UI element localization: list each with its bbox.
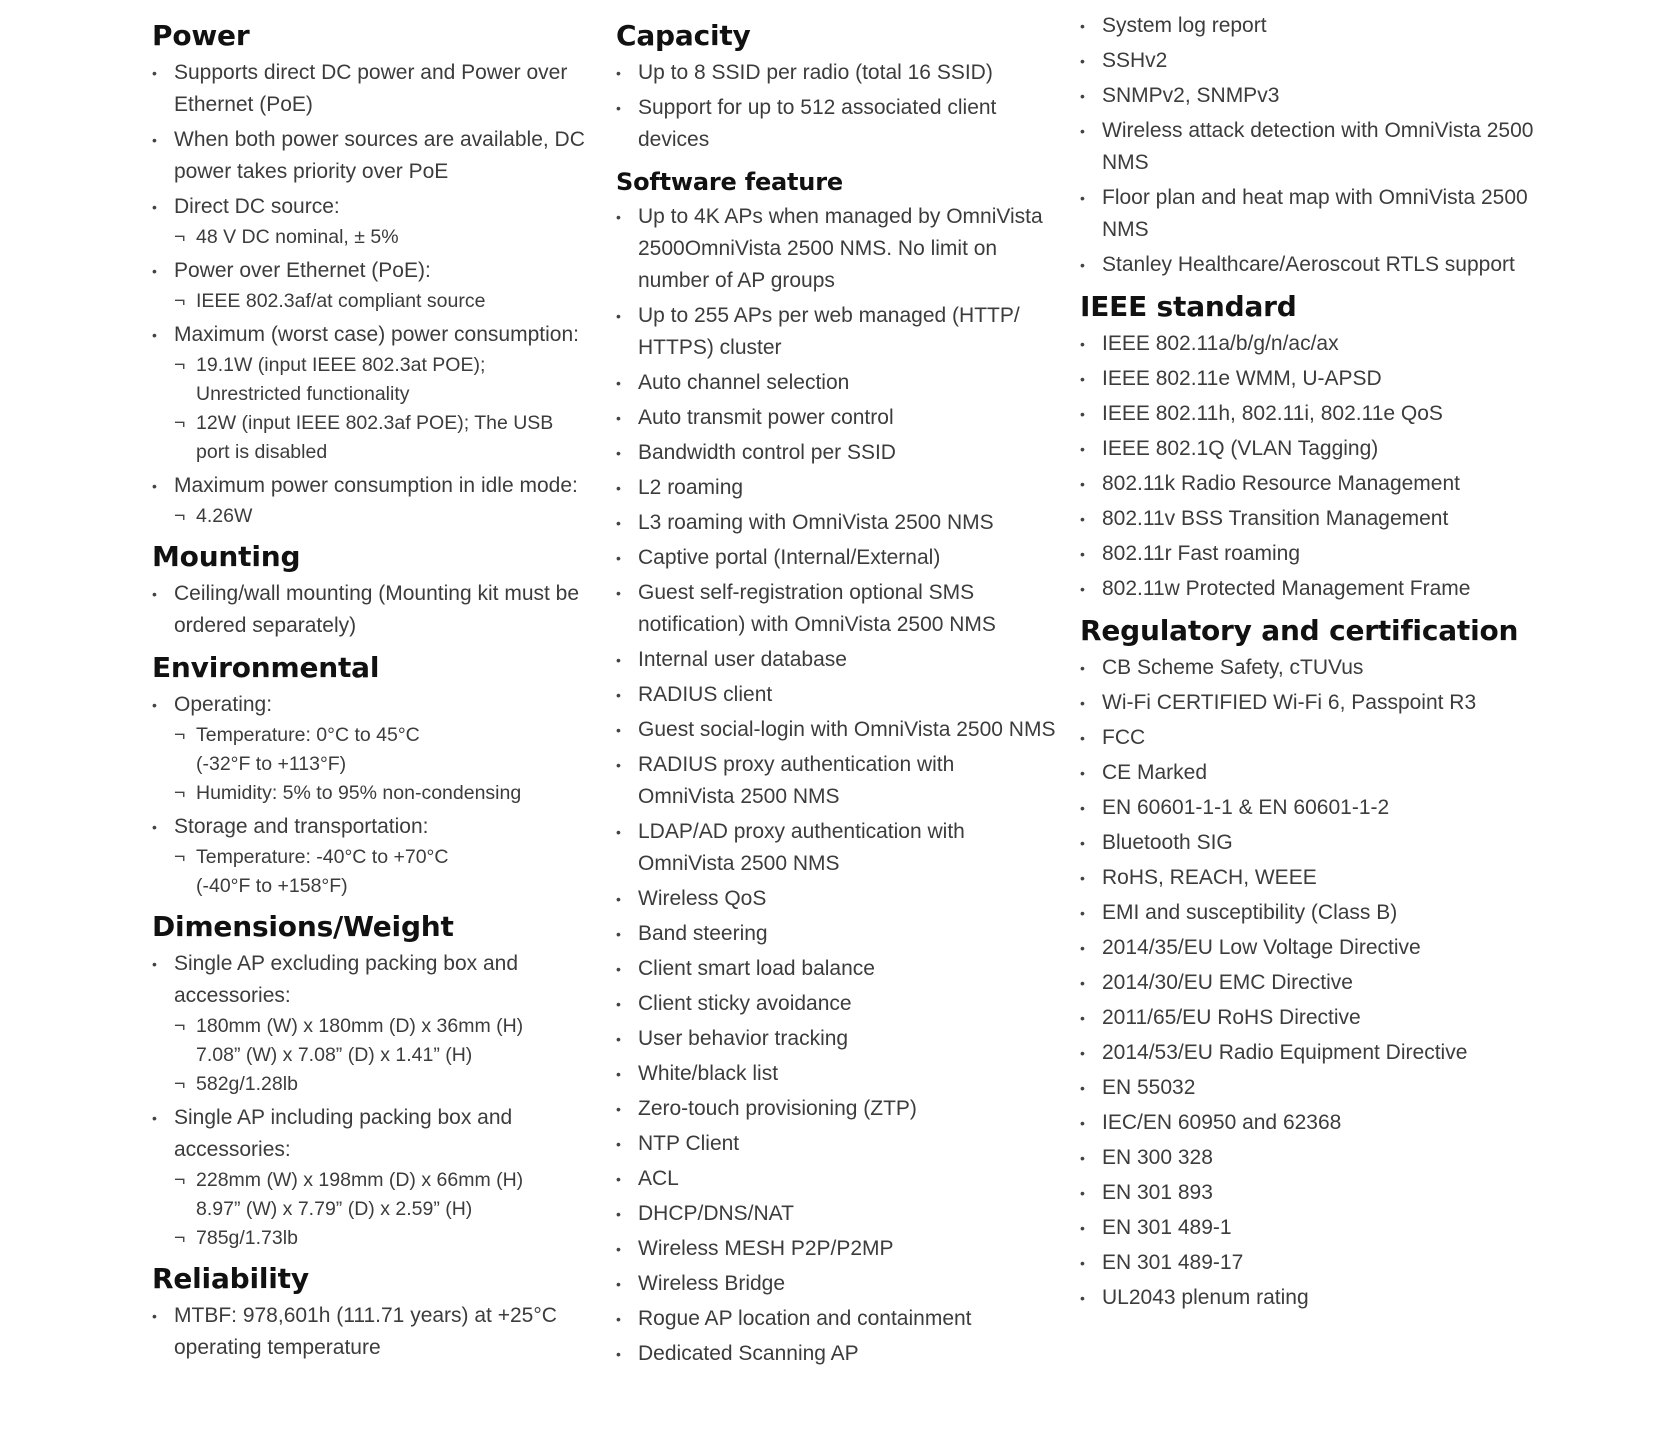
section-heading: Environmental: [152, 651, 380, 684]
sub-list-item: ¬ 4.26W: [174, 502, 592, 531]
list-item-text: Single AP excluding packing box and accessories:: [174, 952, 519, 1007]
list-item-text: Captive portal (Internal/External): [638, 546, 941, 569]
list-item: [1080, 1247, 1550, 1279]
list-item-text: IEEE 802.1Q (VLAN Tagging): [1102, 437, 1379, 460]
list-item-text: Rogue AP location and containment: [638, 1307, 972, 1330]
list-item: [616, 679, 1056, 711]
section-heading: Mounting: [152, 540, 301, 573]
sub-list-item: ¬ Temperature: 0°C to 45°C (-32°F to +113°F): [174, 721, 592, 779]
list-item-text: 2014/30/EU EMC Directive: [1102, 971, 1353, 994]
list-item-text: Single AP including packing box and accessories:: [174, 1106, 513, 1161]
list-item: [1080, 757, 1550, 789]
list-item-text: LDAP/AD proxy authentication with OmniVista 2500 NMS: [638, 820, 965, 875]
list-item-text: EN 300 328: [1102, 1146, 1213, 1169]
column-middle: [616, 10, 1056, 1376]
list-item-text: Internal user database: [638, 648, 847, 671]
list-item: [616, 1233, 1056, 1265]
list-item: [1080, 792, 1550, 824]
list-item-text: EMI and susceptibility (Class B): [1102, 901, 1398, 924]
section-ieee-standard: [1080, 289, 1550, 605]
list-item-text: EN 301 489-1: [1102, 1216, 1232, 1239]
sub-list-item: ¬ 12W (input IEEE 802.3af POE); The USB port is disabled: [174, 409, 592, 467]
list-item-text: DHCP/DNS/NAT: [638, 1202, 794, 1225]
list-item: [152, 689, 592, 808]
list-item-text: Maximum power consumption in idle mode:: [174, 474, 578, 497]
list-item: [152, 319, 592, 467]
bullet-list: [152, 948, 592, 1253]
list-item-text: Auto channel selection: [638, 371, 850, 394]
list-item: [1080, 1107, 1550, 1139]
list-item-text: Auto transmit power control: [638, 406, 894, 429]
list-item-text: 802.11w Protected Management Frame: [1102, 577, 1471, 600]
list-item-text: Up to 8 SSID per radio (total 16 SSID): [638, 61, 993, 84]
list-item-text: User behavior tracking: [638, 1027, 849, 1050]
list-item: [152, 124, 592, 188]
list-item: [1080, 967, 1550, 999]
sub-list-item: ¬ 180mm (W) x 180mm (D) x 36mm (H) 7.08” (W) x 7.08” (D) x 1.41” (H): [174, 1012, 592, 1070]
list-item: [616, 300, 1056, 364]
list-item-text: 802.11v BSS Transition Management: [1102, 507, 1449, 530]
list-item: [616, 1303, 1056, 1335]
list-item: [616, 953, 1056, 985]
list-item-text: RADIUS client: [638, 683, 773, 706]
list-item-text: EN 301 489-17: [1102, 1251, 1244, 1274]
section-heading: Reliability: [152, 1262, 309, 1295]
list-item: [152, 57, 592, 121]
list-item: [1080, 182, 1550, 246]
list-item: [1080, 1072, 1550, 1104]
list-item: [1080, 687, 1550, 719]
list-item: [1080, 1142, 1550, 1174]
section-reliability: [152, 1261, 592, 1364]
sub-list: [174, 1012, 592, 1099]
section-regulatory-and-certification: [1080, 613, 1550, 1314]
list-item-text: Wireless MESH P2P/P2MP: [638, 1237, 894, 1260]
list-item: [1080, 862, 1550, 894]
bullet-list: [152, 689, 592, 901]
sub-list-item: ¬ 785g/1.73lb: [174, 1224, 592, 1253]
list-item: [1080, 538, 1550, 570]
list-item-text: Zero-touch provisioning (ZTP): [638, 1097, 917, 1120]
list-item-text: Stanley Healthcare/Aeroscout RTLS support: [1102, 253, 1515, 276]
list-item-text: L2 roaming: [638, 476, 744, 499]
list-item: [616, 1058, 1056, 1090]
bullet-list: [616, 201, 1056, 1370]
list-item: [1080, 897, 1550, 929]
bullet-list: [152, 578, 592, 642]
list-item: [616, 1023, 1056, 1055]
list-item-text: Power over Ethernet (PoE):: [174, 259, 431, 282]
column-right: [1080, 10, 1550, 1320]
list-item-text: Supports direct DC power and Power over Ethernet (PoE): [174, 61, 568, 116]
list-item: [616, 437, 1056, 469]
list-item: [152, 578, 592, 642]
list-item: [1080, 433, 1550, 465]
list-item-text: Dedicated Scanning AP: [638, 1342, 859, 1365]
list-item: [616, 816, 1056, 880]
list-item: [1080, 328, 1550, 360]
list-item: [616, 201, 1056, 297]
sub-list-item: ¬ IEEE 802.3af/at compliant source: [174, 287, 592, 316]
list-item-text: UL2043 plenum rating: [1102, 1286, 1309, 1309]
list-item-text: White/black list: [638, 1062, 779, 1085]
list-item: [1080, 249, 1550, 281]
sub-list-item: ¬ 582g/1.28lb: [174, 1070, 592, 1099]
sub-list-item: ¬ 228mm (W) x 198mm (D) x 66mm (H) 8.97” (W) x 7.79” (D) x 2.59” (H): [174, 1166, 592, 1224]
list-item-text: System log report: [1102, 14, 1267, 37]
list-item: [616, 1338, 1056, 1370]
list-item-text: 802.11r Fast roaming: [1102, 542, 1301, 565]
list-item-text: EN 301 893: [1102, 1181, 1213, 1204]
list-item-text: L3 roaming with OmniVista 2500 NMS: [638, 511, 994, 534]
section-mounting: [152, 539, 592, 642]
section-power: [152, 18, 592, 531]
list-item: [616, 644, 1056, 676]
list-item: [1080, 722, 1550, 754]
list-item: [152, 255, 592, 316]
list-item-text: Floor plan and heat map with OmniVista 2500 NMS: [1102, 186, 1528, 241]
list-item: [1080, 80, 1550, 112]
list-item-text: Support for up to 512 associated client devices: [638, 96, 997, 151]
list-item: [1080, 468, 1550, 500]
bullet-list: [152, 1300, 592, 1364]
bullet-list: [1080, 328, 1550, 605]
list-item-text: Wi-Fi CERTIFIED Wi-Fi 6, Passpoint R3: [1102, 691, 1477, 714]
list-item-text: IEEE 802.11h, 802.11i, 802.11e QoS: [1102, 402, 1443, 425]
list-item: [1080, 363, 1550, 395]
bullet-list: [1080, 10, 1550, 281]
list-item-text: 2011/65/EU RoHS Directive: [1102, 1006, 1361, 1029]
list-item: [616, 57, 1056, 89]
list-item-text: Band steering: [638, 922, 768, 945]
list-item-text: Guest self-registration optional SMS notification) with OmniVista 2500 NMS: [638, 581, 996, 636]
sub-list: [174, 351, 592, 467]
list-item-text: EN 60601-1-1 & EN 60601-1-2: [1102, 796, 1390, 819]
list-item-text: Storage and transportation:: [174, 815, 429, 838]
list-item: [152, 811, 592, 901]
list-item: [616, 367, 1056, 399]
list-item-text: Bluetooth SIG: [1102, 831, 1233, 854]
list-item: [152, 1102, 592, 1253]
list-item: [1080, 652, 1550, 684]
list-item: [1080, 1002, 1550, 1034]
section-heading: Regulatory and certification: [1080, 614, 1519, 647]
list-item: [616, 542, 1056, 574]
sub-list: [174, 223, 592, 252]
section-heading: Dimensions/Weight: [152, 910, 454, 943]
list-item-text: SSHv2: [1102, 49, 1168, 72]
list-item: [616, 402, 1056, 434]
sub-list: [174, 287, 592, 316]
list-item-text: RoHS, REACH, WEEE: [1102, 866, 1317, 889]
sub-list: [174, 502, 592, 531]
bullet-list: [1080, 652, 1550, 1314]
list-item-text: Bandwidth control per SSID: [638, 441, 896, 464]
list-item: [152, 470, 592, 531]
section-heading: Capacity: [616, 19, 751, 52]
list-item-text: MTBF: 978,601h (111.71 years) at +25°C operating temperature: [174, 1304, 557, 1359]
sub-list: [174, 843, 592, 901]
list-item-text: Operating:: [174, 693, 273, 716]
section-capacity: [616, 18, 1056, 156]
bullet-list: [152, 57, 592, 531]
list-item: [152, 948, 592, 1099]
sub-list-item: ¬ 19.1W (input IEEE 802.3at POE); Unrestricted functionality: [174, 351, 592, 409]
list-item: [1080, 573, 1550, 605]
section-heading: IEEE standard: [1080, 290, 1297, 323]
list-item: [1080, 398, 1550, 430]
section-continued: [1080, 10, 1550, 281]
list-item: [616, 1128, 1056, 1160]
list-item: [616, 714, 1056, 746]
list-item-text: ACL: [638, 1167, 679, 1190]
list-item: [152, 1300, 592, 1364]
list-item-text: Up to 255 APs per web managed (HTTP/ HTTPS) cluster: [638, 304, 1020, 359]
section-heading: Power: [152, 19, 250, 52]
list-item: [616, 507, 1056, 539]
list-item-text: SNMPv2, SNMPv3: [1102, 84, 1280, 107]
list-item-text: Guest social-login with OmniVista 2500 NMS: [638, 718, 1056, 741]
list-item: [616, 883, 1056, 915]
list-item: [1080, 115, 1550, 179]
list-item-text: RADIUS proxy authentication with OmniVista 2500 NMS: [638, 753, 955, 808]
list-item: [1080, 1282, 1550, 1314]
list-item-text: Maximum (worst case) power consumption:: [174, 323, 579, 346]
list-item: [1080, 827, 1550, 859]
list-item: [616, 1198, 1056, 1230]
list-item: [1080, 932, 1550, 964]
list-item-text: 802.11k Radio Resource Management: [1102, 472, 1460, 495]
section-environmental: [152, 650, 592, 901]
list-item: [616, 472, 1056, 504]
list-item-text: CB Scheme Safety, cTUVus: [1102, 656, 1364, 679]
list-item: [1080, 503, 1550, 535]
list-item-text: When both power sources are available, DC power takes priority over PoE: [174, 128, 585, 183]
list-item-text: Up to 4K APs when managed by OmniVista 2500OmniVista 2500 NMS. No limit on number of AP groups: [638, 205, 1043, 292]
sub-list: [174, 1166, 592, 1253]
list-item-text: Ceiling/wall mounting (Mounting kit must be ordered separately): [174, 582, 580, 637]
list-item-text: Client sticky avoidance: [638, 992, 852, 1015]
list-item-text: Wireless QoS: [638, 887, 767, 910]
column-left: [152, 10, 592, 1370]
list-item-text: 2014/35/EU Low Voltage Directive: [1102, 936, 1421, 959]
list-item: [616, 1093, 1056, 1125]
list-item-text: IEC/EN 60950 and 62368: [1102, 1111, 1342, 1134]
section-dimensions-weight: [152, 909, 592, 1253]
list-item: [616, 92, 1056, 156]
list-item: [152, 191, 592, 252]
list-item: [616, 1268, 1056, 1300]
bullet-list: [616, 57, 1056, 156]
sub-list-item: ¬ Humidity: 5% to 95% non-condensing: [174, 779, 592, 808]
section-heading: Software feature: [616, 168, 843, 196]
section-software-feature: [616, 166, 1056, 1370]
sub-list: [174, 721, 592, 808]
list-item: [616, 577, 1056, 641]
list-item-text: EN 55032: [1102, 1076, 1196, 1099]
list-item: [1080, 1037, 1550, 1069]
list-item: [616, 918, 1056, 950]
sub-list-item: ¬ Temperature: -40°C to +70°C (-40°F to +158°F): [174, 843, 592, 901]
list-item-text: IEEE 802.11e WMM, U-APSD: [1102, 367, 1382, 390]
list-item-text: FCC: [1102, 726, 1146, 749]
list-item: [616, 749, 1056, 813]
list-item-text: Client smart load balance: [638, 957, 875, 980]
sub-list-item: ¬ 48 V DC nominal, ± 5%: [174, 223, 592, 252]
list-item-text: Wireless attack detection with OmniVista 2500 NMS: [1102, 119, 1534, 174]
list-item: [1080, 1212, 1550, 1244]
list-item: [616, 988, 1056, 1020]
list-item-text: 2014/53/EU Radio Equipment Directive: [1102, 1041, 1468, 1064]
list-item-text: NTP Client: [638, 1132, 740, 1155]
list-item-text: IEEE 802.11a/b/g/n/ac/ax: [1102, 332, 1339, 355]
list-item-text: Wireless Bridge: [638, 1272, 786, 1295]
list-item: [616, 1163, 1056, 1195]
list-item: [1080, 1177, 1550, 1209]
list-item: [1080, 10, 1550, 42]
list-item: [1080, 45, 1550, 77]
list-item-text: CE Marked: [1102, 761, 1208, 784]
list-item-text: Direct DC source:: [174, 195, 340, 218]
